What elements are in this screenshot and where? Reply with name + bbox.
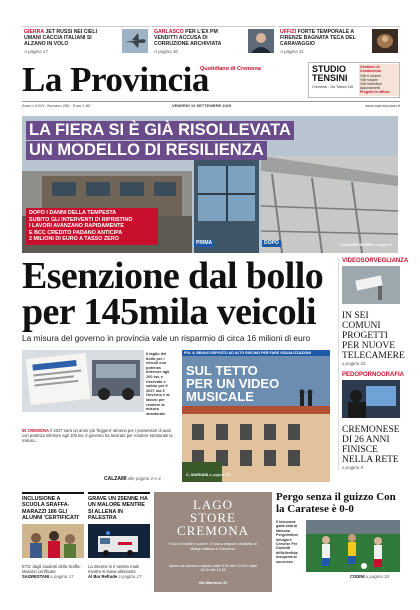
masthead-title: La Provincia bbox=[22, 60, 209, 99]
teaser-title: PER L'EX PM VENDITTI ACCUSA DI CORRUZIONE ARCHIVIATA bbox=[154, 29, 222, 48]
sport-page-ref: a pagina 34 bbox=[365, 574, 390, 579]
hero-page-ref: a pagina 9 bbox=[373, 242, 392, 247]
bottom-story-malore[interactable] bbox=[88, 492, 150, 592]
main-body-intro: IN CREMONA bbox=[22, 428, 49, 433]
hero-headline bbox=[26, 121, 294, 161]
dateline bbox=[22, 101, 400, 109]
bottom-story-inclusione[interactable] bbox=[22, 492, 84, 592]
bottom-page-ref: a pagina 17 bbox=[50, 573, 74, 579]
sport-story[interactable] bbox=[276, 492, 400, 592]
rc-headline: IN SEI COMUNI PROGETTI PER NUOVE TELECAMERE bbox=[342, 311, 405, 361]
portrait-photo bbox=[248, 29, 274, 53]
ad-lago-store[interactable] bbox=[154, 492, 272, 592]
tetto-byline bbox=[186, 472, 230, 477]
main-body-text: Il 2027 sarà un anno più 'leggero' almeno per i possessori di auto con potenza inferiore agli 100 kw. Il governo ha lavorato per rendere strutturale la misura... bbox=[22, 428, 173, 443]
bottom-caption: La 25enne si è sentito male mentre si stava allenando bbox=[88, 563, 140, 574]
teaser-gierra[interactable] bbox=[22, 26, 150, 56]
dateline-url: www.laprovinciacr.it bbox=[365, 103, 400, 108]
hero-byline bbox=[340, 242, 392, 247]
tetto-title-line1: SUL TETTO bbox=[186, 363, 258, 378]
fighter-jet-photo bbox=[122, 29, 148, 53]
rc-label: PEDOPORNOGRAFIA bbox=[342, 372, 405, 378]
teaser-title: FORTE TEMPORALE A FIRENZE BAGNATA TECA DEL CARAVAGGIO bbox=[280, 29, 356, 48]
teaser-page-ref: A pagina 31 bbox=[280, 49, 304, 54]
ad-address: Cremona - Via Tarsini 116 bbox=[312, 85, 354, 89]
main-byline bbox=[104, 476, 161, 482]
hero-byline-name: LUCIANO BIONE bbox=[340, 242, 372, 247]
painting-photo bbox=[372, 29, 398, 53]
computer-user-photo bbox=[342, 380, 400, 418]
bollo-auto-photo bbox=[22, 350, 144, 412]
ad-lago-title bbox=[154, 498, 272, 537]
teaser-title: JET RUSSI NEI CIELI UMANI CACCIA ITALIANI SI ALZANO IN VOLO bbox=[24, 29, 98, 48]
ad-lago-desc: Il tuo di mobili e cucine. Il nuovo negozio dedicato al design italiano a Cremona. bbox=[169, 542, 257, 551]
rc-story-videosorveglianza[interactable] bbox=[342, 258, 409, 366]
main-headline[interactable]: Esenzione dal bollo per 145mila veicoli bbox=[22, 255, 324, 333]
bottom-headline: GRAVE UN 25ENNE HA UN MALORE MENTRE SI ALLENA IN PALESTRA bbox=[88, 496, 148, 522]
hero-box-line: SUBITO GLI INTERVENTI DI RIPRISTINO bbox=[29, 216, 133, 223]
dateline-left: Anno LXXVI - Numero 255 - Euro 1,80 bbox=[22, 103, 91, 108]
ad-brand-line2: TENSINI bbox=[312, 73, 348, 83]
ad-right-title: Gestione di Condominio bbox=[360, 65, 381, 73]
bottom-byline bbox=[88, 574, 150, 579]
tetto-byline-name: C. MARIANI bbox=[186, 472, 209, 477]
teaser-page-ref: A pagina 30 bbox=[154, 49, 178, 54]
bottom-caption: ETS: dagli studenti della Sraffa-Marazzi certificate bbox=[22, 563, 81, 574]
ad-right-line: Ville trifamiliari bbox=[360, 82, 382, 86]
ad-studio-tensini[interactable] bbox=[308, 62, 400, 98]
teaser-uffizi[interactable] bbox=[278, 26, 400, 56]
bottom-byline-name: Al Bar Refrade bbox=[88, 573, 118, 579]
rc-headline: CREMONESE DI 26 ANNI FINISCE NELLA RETE bbox=[342, 425, 400, 465]
ambulance-night-photo bbox=[88, 524, 150, 558]
main-byline-name: CALZAMI bbox=[104, 476, 127, 482]
label-before: PRIMA bbox=[196, 240, 213, 246]
ad-lago-line2: STORE bbox=[190, 510, 236, 525]
right-column bbox=[338, 258, 409, 470]
bottom-page-ref: a pagina 17 bbox=[118, 573, 142, 579]
hero-box-line: 2 MILIONI DI EURO A TASSO ZERO bbox=[29, 236, 119, 243]
tetto-kicker: POL 8, BRUNO ESPOSTO AD ALTO RISCHIO PER FARE VISUALIZZAZIONI bbox=[182, 350, 330, 356]
label-after: DOPO bbox=[264, 240, 279, 246]
dateline-date: VENERDÌ 19 SETTEMBRE 2025 bbox=[172, 103, 232, 108]
teaser-page-ref: A pagina 17 bbox=[24, 49, 48, 54]
ad-right-panel bbox=[359, 64, 399, 96]
ad-lago-line3: CREMONA bbox=[176, 523, 249, 538]
ad-brand-line1: STUDIO bbox=[312, 64, 347, 74]
hero-summary-box bbox=[26, 208, 158, 245]
teaser-garlasco[interactable] bbox=[152, 26, 276, 56]
school-students-photo bbox=[22, 524, 84, 558]
teaser-text bbox=[154, 29, 242, 48]
ad-right-line: Appartamenti bbox=[360, 86, 381, 90]
rc-story-pedopornografia[interactable] bbox=[342, 372, 405, 470]
ad-right-line: Ville e schiere bbox=[360, 74, 382, 78]
sport-byline-name: CODINI bbox=[350, 574, 365, 579]
tetto-story[interactable] bbox=[182, 350, 330, 482]
teaser-text bbox=[280, 29, 368, 48]
masthead-subtitle: Quotidiano di Cremona bbox=[200, 66, 261, 72]
teaser-keyword: GIERRA bbox=[24, 29, 44, 35]
ad-right-line: Ville singole bbox=[360, 78, 379, 82]
main-body bbox=[22, 428, 178, 473]
hero-story[interactable] bbox=[22, 116, 398, 253]
tetto-page-ref: a pagina 13 bbox=[209, 472, 231, 477]
rc-page-ref: a pagina 33 bbox=[342, 361, 366, 366]
tetto-title bbox=[186, 364, 279, 403]
sport-headline: Pergo senza il guizzo Con la Caratese è 0-0 bbox=[276, 491, 396, 515]
hero-headline-line1: LA FIERA SI È GIÀ RISOLLEVATA bbox=[26, 121, 294, 140]
rc-page-ref: a pagina 9 bbox=[342, 465, 364, 470]
football-match-photo bbox=[306, 520, 400, 572]
tetto-title-line3: MUSICALE bbox=[186, 389, 254, 404]
main-sidebar-text: Il taglio del bollo per i veicoli con potenza inferiore agli 100 kw, e riservato e valido per il 2027 ma il Governo è al lavoro per rendere la misura strutturale bbox=[146, 351, 170, 416]
main-page-ref: alle pagine 2 e 3 bbox=[127, 476, 161, 481]
ad-lago-line1: LAGO bbox=[192, 497, 234, 512]
ad-lago-address: Via Mantova 31 bbox=[198, 580, 228, 585]
bottom-byline-name: SAGRESTANI bbox=[22, 573, 50, 579]
hero-box-line: I LAVORI AVANZANO RAPIDAMENTE bbox=[29, 223, 125, 230]
rc-label: VIDEOSORVEGLIANZA bbox=[342, 258, 409, 264]
hero-box-line: E BCC CREDITO PADANO ANTICIPA bbox=[29, 229, 123, 236]
ad-lago-hours: Aperto da martedì a sabato dalle 9.00 alle 13.00 e dalle 15.00 alle 19.30 bbox=[168, 564, 258, 573]
tetto-title-line2: PER UN VIDEO bbox=[186, 376, 280, 391]
cctv-camera-photo bbox=[342, 266, 400, 304]
teaser-text bbox=[24, 29, 110, 48]
teaser-keyword: UFFIZI bbox=[280, 29, 297, 35]
main-deck: La misura del governo in provincia vale un risparmio di circa 16 milioni di euro bbox=[22, 333, 311, 343]
sport-text: Il bisnonna gaita sbla al faticosa Pergolettese infulgore Cresese Per Guidotti difficilesfida insuperta al successo bbox=[276, 520, 299, 564]
hero-headline-line2: UN MODELLO DI RESILIENZA bbox=[26, 141, 267, 160]
bottom-headline: INCLUSIONE A SCUOLA SRAFFA-MARAZZI 186 GLI ALUNNI 'CERTIFICATI' bbox=[22, 496, 80, 522]
teaser-keyword: GARLASCO bbox=[154, 29, 184, 35]
sport-byline bbox=[350, 574, 389, 579]
bottom-byline bbox=[22, 574, 84, 579]
ad-right-cta: Progetti in ufficio bbox=[360, 90, 390, 94]
hero-box-line: DOPO I DANNI DELLA TEMPESTA bbox=[29, 210, 117, 216]
